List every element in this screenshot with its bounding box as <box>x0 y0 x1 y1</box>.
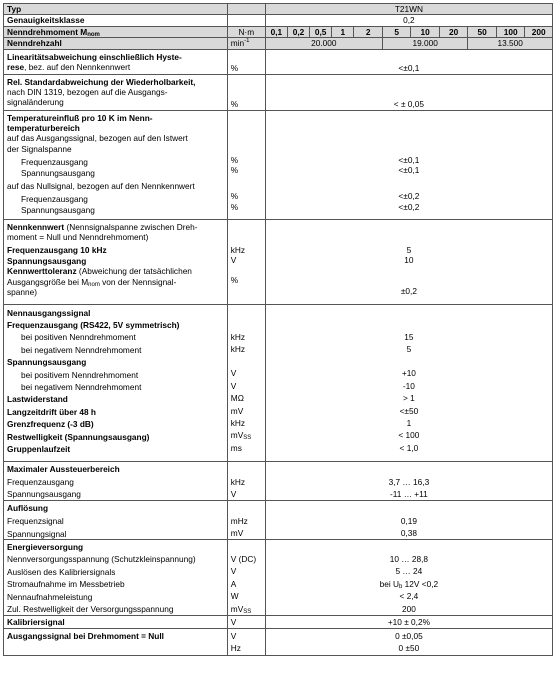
row-nullsignal <box>4 628 553 655</box>
wiederholbarkeit-unit: % <box>227 74 265 110</box>
moment-value: 200 <box>525 26 553 37</box>
temperatur-label: Temperatureinfluß pro 10 K im Nenn- temperaturbereich auf das Ausgangssignal, bezogen auf den Istwert der Signalspanne Frequenzausgang Spannungsausgang auf das Nullsignal, bezogen auf den Nennkennwert Frequenzausgang Spannungsausgang <box>4 110 228 219</box>
typ-value: T21WN <box>265 4 552 15</box>
aussteuer-label: Maximaler Aussteuerbereich Frequenzausgang Spannungsausgang <box>4 461 228 500</box>
row-energieversorgung <box>4 540 553 615</box>
moment-value: 1 <box>332 26 354 37</box>
temperatur-values: <±0,1 <±0,1 <±0,2 <±0,2 <box>265 110 552 219</box>
temperatur-units: % % % % <box>227 110 265 219</box>
aufloesung-units: mHz mV <box>227 500 265 539</box>
row-linearitaet <box>4 49 553 74</box>
nennausgang-label: Nennausgangssignal Frequenzausgang (RS422, 5V symmetrisch) bei positiven Nenndrehmoment bei negativem Nenndrehmoment Spannungsausgang bei positivem Nenndrehmoment bei negativem Nenndrehmoment Lastwiderstand Langzeitdrift über 48 h Grenzfrequenz (-3 dB) Restwelligkeit (Spannungsausgang) Gruppenlaufzeit <box>4 304 228 461</box>
drehzahl-value: 20.000 <box>265 38 382 49</box>
nennausgang-values: 15 5 +10 -10 > 1 <±50 1 < 100 < 1,0 <box>265 304 552 461</box>
aufloesung-values: 0,19 0,38 <box>265 500 552 539</box>
nennkennwert-units: kHz V % <box>227 219 265 304</box>
row-temperatur <box>4 110 553 219</box>
row-klasse <box>4 15 553 26</box>
drehzahl-value: 19.000 <box>382 38 468 49</box>
kalibrier-value: +10 ± 0,2% <box>265 615 552 628</box>
nenndrehzahl-label: Nenndrehzahl <box>4 38 228 49</box>
row-nenndrehmoment <box>4 26 553 37</box>
moment-value: 50 <box>468 26 497 37</box>
row-kalibriersignal <box>4 615 553 628</box>
linearitaet-label: Linearitätsabweichung einschließlich Hyste- rese, bez. auf den Nennkennwert <box>4 49 228 74</box>
aussteuer-values: 3,7 … 16,3 -11 … +11 <box>265 461 552 500</box>
aussteuer-units: kHz V <box>227 461 265 500</box>
moment-value: 10 <box>411 26 440 37</box>
nullsignal-values: 0 ±0,05 0 ±50 <box>265 628 552 655</box>
energie-label: Energieversorgung Nennversorgungsspannung (Schutzkleinspannung) Auslösen des Kalibriersignals Stromaufnahme im Messbetrieb Nennaufnahmeleistung Zul. Restwelligkeit der Versorgungsspannung <box>4 540 228 615</box>
moment-value: 2 <box>354 26 383 37</box>
nenndrehmoment-label: Nenndrehmoment $M_{nom}$ <box>4 26 228 37</box>
energie-units: V (DC) V A W $mV_{SS}$ <box>227 540 265 615</box>
moment-value: 5 <box>382 26 411 37</box>
moment-value: 0,2 <box>287 26 309 37</box>
kalibrier-unit: V <box>227 615 265 628</box>
energie-values: 10 … 28,8 5 … 24 bei $U_b$ 12V <0,2 < 2,4 200 <box>265 540 552 615</box>
nennkennwert-label: Nennkennwert (Nennsignalspanne zwischen Dreh- moment = Null und Nenndrehmoment) Frequenzausgang 10 kHz Spannungsausgang Kennwerttoleranz (Abweichung der tatsächlichen Ausgangsgröße bei $M_{nom}$ von der Nennsignal- spanne) <box>4 219 228 304</box>
nenndrehmoment-unit: N·m <box>227 26 265 37</box>
linearitaet-unit: % <box>227 49 265 74</box>
nennausgang-units: kHz kHz V V MΩ mV kHz $mV_{SS}$ ms <box>227 304 265 461</box>
nenndrehzahl-unit: $\min^{-1}$ <box>227 38 265 49</box>
row-nennausgangssignal <box>4 304 553 461</box>
row-aussteuerbereich <box>4 461 553 500</box>
row-typ <box>4 4 553 15</box>
row-nenndrehzahl <box>4 38 553 49</box>
nennkennwert-values: 5 10 ±0,2 <box>265 219 552 304</box>
spec-sheet <box>3 3 553 672</box>
moment-value: 0,5 <box>310 26 332 37</box>
klasse-label: Genauigkeitsklasse <box>4 15 228 26</box>
linearitaet-value: <±0,1 <box>265 49 552 74</box>
nullsignal-units: V Hz <box>227 628 265 655</box>
aufloesung-label: Auflösung Frequenzsignal Spannungsignal <box>4 500 228 539</box>
nullsignal-label: Ausgangssignal bei Drehmoment = Null <box>4 628 228 655</box>
drehzahl-value: 13.500 <box>468 38 553 49</box>
wiederholbarkeit-value: < ± 0,05 <box>265 74 552 110</box>
kalibrier-label: Kalibriersignal <box>4 615 228 628</box>
klasse-value: 0,2 <box>265 15 552 26</box>
typ-label: Typ <box>4 4 228 15</box>
row-nennkennwert <box>4 219 553 304</box>
wiederholbarkeit-label: Rel. Standardabweichung der Wiederholbarkeit, nach DIN 1319, bezogen auf die Ausgangs- signaländerung <box>4 74 228 110</box>
moment-value: 100 <box>496 26 525 37</box>
moment-value: 20 <box>439 26 468 37</box>
spec-table <box>3 3 553 656</box>
moment-value: 0,1 <box>265 26 287 37</box>
row-wiederholbarkeit <box>4 74 553 110</box>
row-aufloesung <box>4 500 553 539</box>
